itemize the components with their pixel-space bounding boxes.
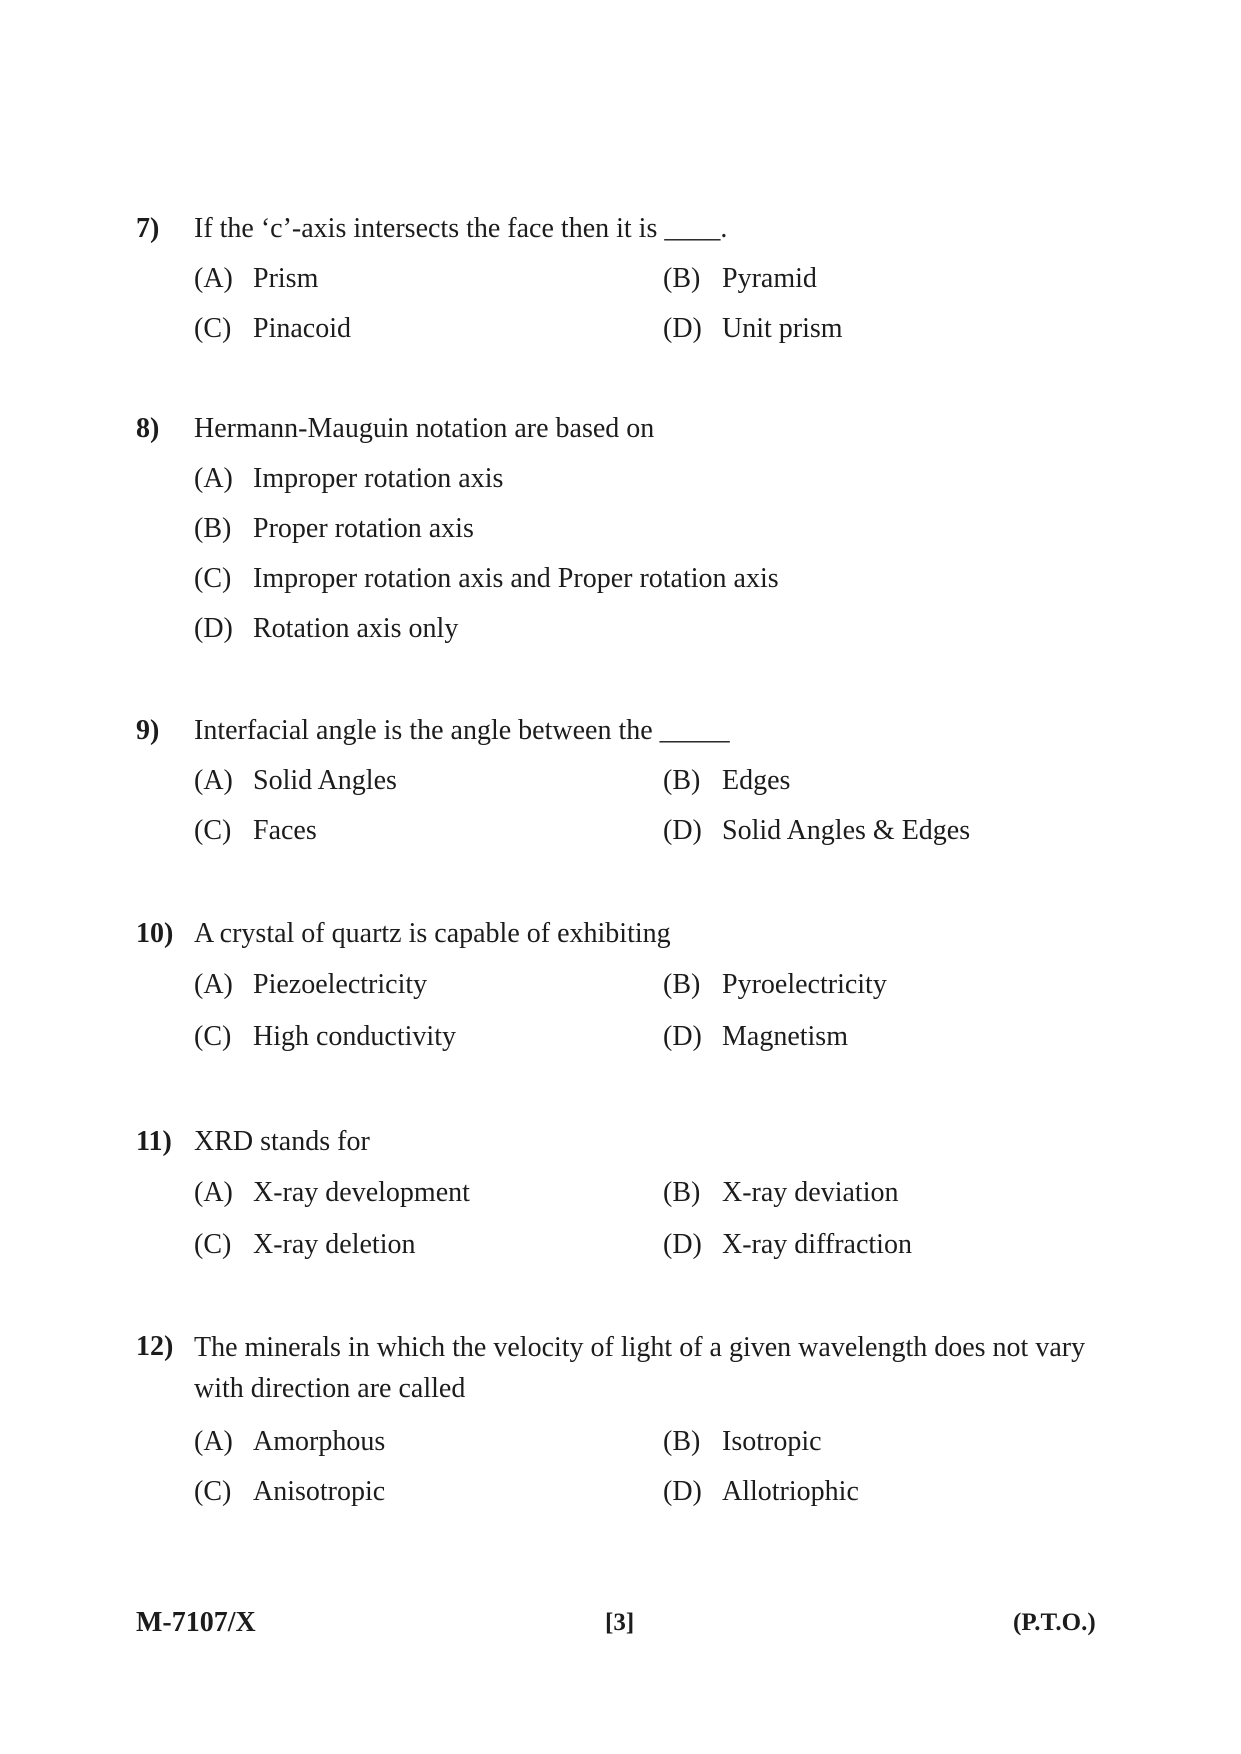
option-d: (D) Rotation axis only xyxy=(194,613,459,644)
option-c: (C) Pinacoid xyxy=(194,313,351,344)
paper-code: M-7107/X xyxy=(136,1607,256,1638)
option-a: (A) Prism xyxy=(194,263,319,294)
option-c: (C) Anisotropic xyxy=(194,1476,386,1507)
option-d: (D) Magnetism xyxy=(663,1021,848,1052)
option-b: (B) Pyroelectricity xyxy=(663,969,887,1000)
question-text: Interfacial angle is the angle between the _____ xyxy=(194,715,730,746)
question-text: Hermann-Mauguin notation are based on xyxy=(194,413,655,444)
option-c: (C) High conductivity xyxy=(194,1021,456,1052)
pto-note: (P.T.O.) xyxy=(1013,1609,1096,1636)
question-number: 9) xyxy=(136,715,160,746)
question-text: XRD stands for xyxy=(194,1126,370,1157)
option-b: (B) X-ray deviation xyxy=(663,1177,899,1208)
option-b: (B) Proper rotation axis xyxy=(194,513,474,544)
question-number: 12) xyxy=(136,1331,174,1362)
option-c: (C) X-ray deletion xyxy=(194,1229,416,1260)
option-d: (D) X-ray diffraction xyxy=(663,1229,912,1260)
option-b: (B) Isotropic xyxy=(663,1426,822,1457)
option-d: (D) Allotriophic xyxy=(663,1476,859,1507)
option-d: (D) Unit prism xyxy=(663,313,843,344)
question-text: If the ‘c’-axis intersects the face then it is ____. xyxy=(194,213,728,244)
option-b: (B) Pyramid xyxy=(663,263,817,294)
question-number: 7) xyxy=(136,213,160,244)
question-number: 8) xyxy=(136,413,160,444)
question-text: A crystal of quartz is capable of exhibiting xyxy=(194,918,671,949)
option-a: (A) Improper rotation axis xyxy=(194,463,504,494)
option-a: (A) Amorphous xyxy=(194,1426,386,1457)
option-c: (C) Faces xyxy=(194,815,317,846)
option-c: (C) Improper rotation axis and Proper rotation axis xyxy=(194,563,779,594)
page-number: [3] xyxy=(605,1609,635,1636)
question-number: 10) xyxy=(136,918,174,949)
question-text: The minerals in which the velocity of light of a given wavelength does not vary with direction are called xyxy=(194,1332,1086,1404)
option-b: (B) Edges xyxy=(663,765,791,796)
option-a: (A) Solid Angles xyxy=(194,765,397,796)
question-number: 11) xyxy=(136,1126,172,1157)
option-a: (A) Piezoelectricity xyxy=(194,969,428,1000)
option-a: (A) X-ray development xyxy=(194,1177,470,1208)
option-d: (D) Solid Angles & Edges xyxy=(663,815,971,846)
